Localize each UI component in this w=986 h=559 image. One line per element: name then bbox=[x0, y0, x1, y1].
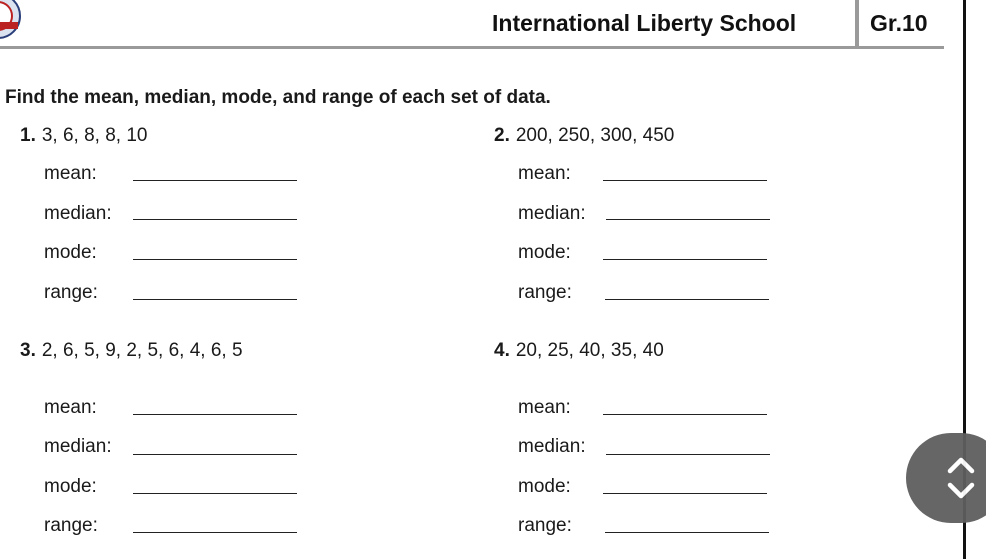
answer-line-3-mean[interactable] bbox=[133, 414, 297, 415]
problem-data: 2, 6, 5, 9, 2, 5, 6, 4, 6, 5 bbox=[41, 340, 243, 361]
problem-1 bbox=[20, 125, 148, 147]
answer-line-3-mode[interactable] bbox=[133, 493, 297, 494]
header-divider bbox=[855, 0, 859, 46]
problem-number: 4. bbox=[494, 340, 510, 361]
problem-4 bbox=[494, 340, 664, 362]
answer-line-4-mode[interactable] bbox=[603, 493, 767, 494]
median-label: median: bbox=[44, 203, 112, 224]
chevron-up-down-icon bbox=[946, 451, 976, 505]
problem-number: 2. bbox=[494, 125, 510, 146]
problem-number: 3. bbox=[20, 340, 36, 361]
instructions: Find the mean, median, mode, and range of each set of data. bbox=[5, 87, 551, 108]
answer-line-4-mean[interactable] bbox=[603, 414, 767, 415]
answer-line-2-median[interactable] bbox=[606, 219, 770, 220]
mean-label: mean: bbox=[518, 163, 571, 184]
answer-line-2-mean[interactable] bbox=[603, 180, 767, 181]
range-label: range: bbox=[518, 282, 572, 303]
scroll-toggle-button[interactable] bbox=[906, 433, 986, 523]
problem-3 bbox=[20, 340, 243, 362]
problem-data: 200, 250, 300, 450 bbox=[515, 125, 675, 146]
mean-label: mean: bbox=[44, 163, 97, 184]
mode-label: mode: bbox=[518, 476, 571, 497]
median-label: median: bbox=[518, 436, 586, 457]
problem-number: 1. bbox=[20, 125, 36, 146]
median-label: median: bbox=[518, 203, 586, 224]
answer-line-3-range[interactable] bbox=[133, 532, 297, 533]
range-label: range: bbox=[44, 515, 98, 536]
header-rule bbox=[0, 46, 944, 49]
answer-line-1-mean[interactable] bbox=[133, 180, 297, 181]
mode-label: mode: bbox=[518, 242, 571, 263]
range-label: range: bbox=[44, 282, 98, 303]
answer-line-3-median[interactable] bbox=[133, 454, 297, 455]
grade-label: Gr.10 bbox=[870, 10, 928, 36]
answer-line-1-median[interactable] bbox=[133, 219, 297, 220]
mean-label: mean: bbox=[518, 397, 571, 418]
mean-label: mean: bbox=[44, 397, 97, 418]
answer-line-2-mode[interactable] bbox=[603, 259, 767, 260]
answer-line-4-median[interactable] bbox=[606, 454, 770, 455]
range-label: range: bbox=[518, 515, 572, 536]
median-label: median: bbox=[44, 436, 112, 457]
school-name: International Liberty School bbox=[492, 10, 797, 36]
school-logo-icon bbox=[0, 0, 22, 46]
problem-2 bbox=[494, 125, 674, 147]
problem-data: 20, 25, 40, 35, 40 bbox=[515, 340, 664, 361]
mode-label: mode: bbox=[44, 476, 97, 497]
mode-label: mode: bbox=[44, 242, 97, 263]
answer-line-4-range[interactable] bbox=[605, 532, 769, 533]
answer-line-1-mode[interactable] bbox=[133, 259, 297, 260]
problem-data: 3, 6, 8, 8, 10 bbox=[41, 125, 148, 146]
answer-line-2-range[interactable] bbox=[605, 299, 769, 300]
answer-line-1-range[interactable] bbox=[133, 299, 297, 300]
